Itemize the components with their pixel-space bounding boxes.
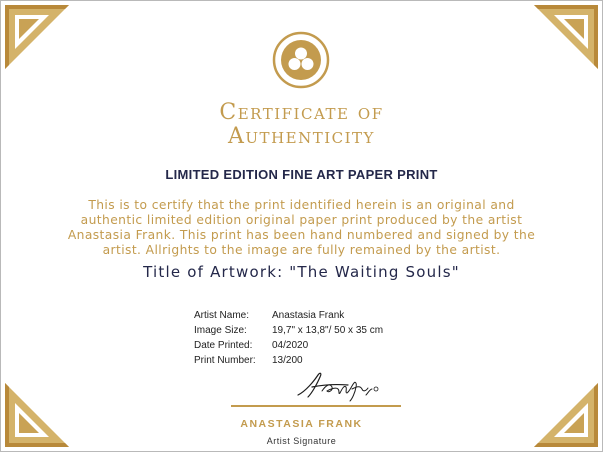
detail-value: 04/2020 [272,340,309,351]
corner-ornament-top-right [534,5,598,69]
detail-row-image-size [194,323,383,338]
detail-value: 19,7" x 13,8"/ 50 x 35 cm [272,325,384,336]
artwork-details [194,308,383,368]
certificate-title-line-1: Certificate of [219,100,384,125]
detail-row-print-number [194,353,383,368]
statement-line: Anastasia Frank. This print has been hand numbered and signed by the [67,228,536,242]
three-circles-seal-icon [272,31,330,89]
detail-row-date-printed [194,338,383,353]
handwritten-signature [292,367,392,403]
detail-label: Date Printed: [194,340,253,351]
detail-label: Image Size: [194,325,247,336]
artwork-title: Title of Artwork: "The Waiting Souls" [143,263,460,281]
certificate-subtitle: LIMITED EDITION FINE ART PAPER PRINT [165,167,438,182]
detail-label: Artist Name: [194,310,250,321]
detail-value: Anastasia Frank [272,310,345,321]
detail-label: Print Number: [194,355,256,366]
signature-name: ANASTASIA FRANK [240,418,363,430]
signature-line [231,405,401,407]
statement-line: This is to certify that the print identified herein is an original and [88,198,515,212]
detail-row-artist-name [194,308,383,323]
corner-ornament-top-left [5,5,69,69]
statement-line: artist. Allrights to the image are fully remained by the artist. [102,243,501,257]
statement-line: authentic limited edition original paper print produced by the artist [80,213,523,227]
certificate-title-line-2: Authenticity [228,124,375,149]
detail-value: 13/200 [272,355,303,366]
certification-statement [56,198,547,258]
signature-caption: Artist Signature [266,436,337,446]
